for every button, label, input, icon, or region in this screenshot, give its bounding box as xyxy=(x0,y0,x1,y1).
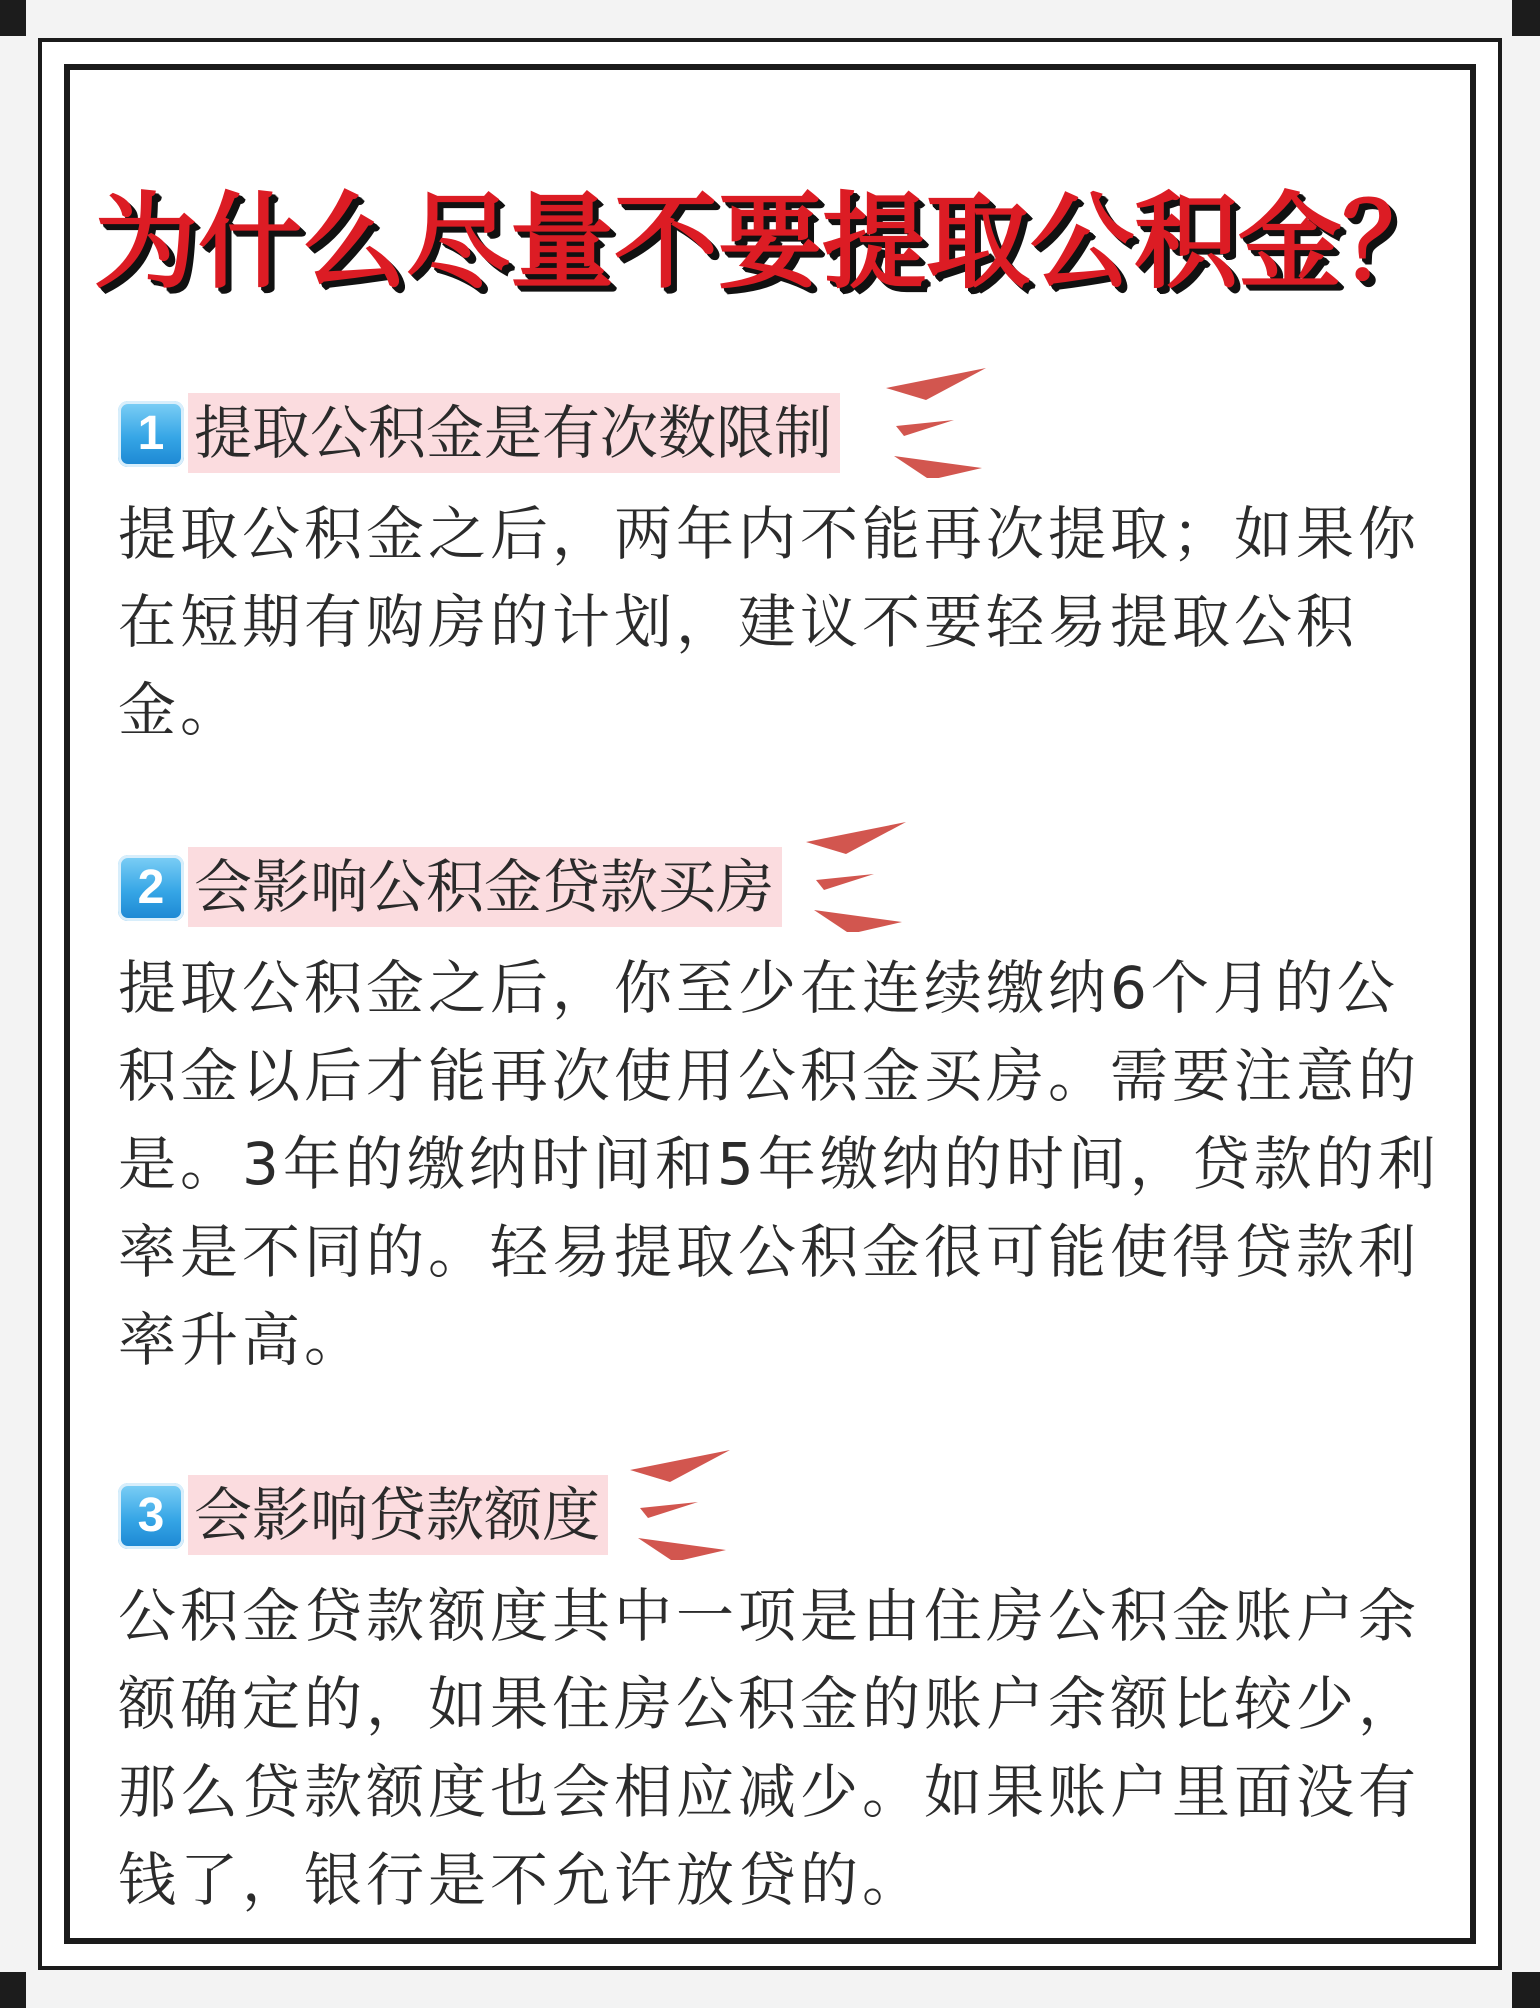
section-1 xyxy=(118,388,1458,754)
corner-strip-top-left xyxy=(0,0,26,36)
page-title: 为什么尽量不要提取公积金？ xyxy=(93,181,1446,303)
emphasis-burst-icon xyxy=(630,1440,740,1560)
keycap-number-icon: 2 xyxy=(118,855,184,921)
section-heading-row xyxy=(118,1470,1458,1562)
outer-frame xyxy=(38,38,1502,1970)
corner-strip-bottom-left xyxy=(0,1972,26,2008)
section-heading: 会影响公积金贷款买房 xyxy=(188,847,782,927)
corner-strip-bottom-right xyxy=(1512,1972,1540,2008)
section-heading-row xyxy=(118,842,1458,934)
section-body: 提取公积金之后，两年内不能再次提取；如果你在短期有购房的计划，建议不要轻易提取公积金。 xyxy=(118,500,1421,744)
section-heading-row xyxy=(118,388,1458,480)
section-3 xyxy=(118,1470,1458,1924)
section-heading: 提取公积金是有次数限制 xyxy=(188,393,840,473)
keycap-number-icon: 3 xyxy=(118,1483,184,1549)
emphasis-burst-icon xyxy=(806,812,916,932)
section-body: 提取公积金之后，你至少在连续缴纳6个月的公积金以后才能再次使用公积金买房。需要注意的是。3年的缴纳时间和5年缴纳的时间，贷款的利率是不同的。轻易提取公积金很可能使得贷款利率升高。 xyxy=(118,954,1440,1374)
emphasis-burst-icon xyxy=(886,358,996,478)
section-body: 公积金贷款额度其中一项是由住房公积金账户余额确定的，如果住房公积金的账户余额比较少，那么贷款额度也会相应减少。如果账户里面没有钱了，银行是不允许放贷的。 xyxy=(118,1582,1421,1914)
section-2 xyxy=(118,842,1458,1384)
corner-strip-top-right xyxy=(1512,0,1540,36)
keycap-number-icon: 1 xyxy=(118,401,184,467)
inner-frame xyxy=(64,64,1476,1944)
section-heading: 会影响贷款额度 xyxy=(188,1475,608,1555)
